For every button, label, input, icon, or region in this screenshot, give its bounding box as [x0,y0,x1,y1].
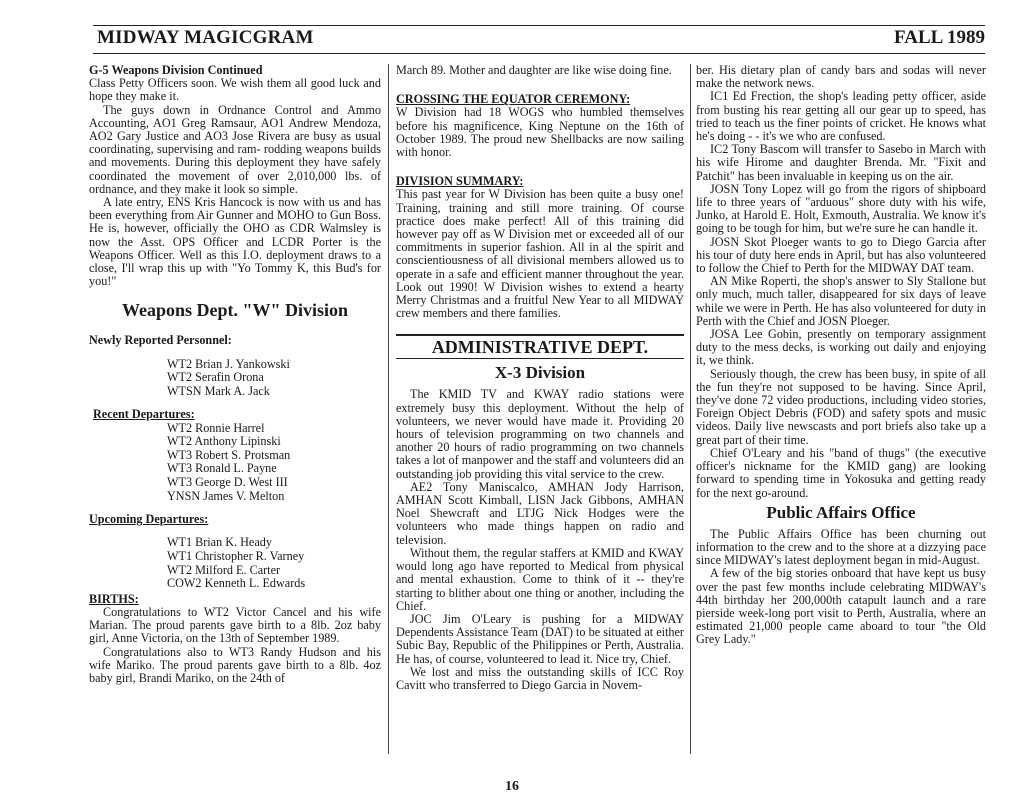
masthead [97,27,985,53]
paragraph: March 89. Mother and daughter are like wise doing fine. [396,63,672,77]
paragraph: Class Petty Officers soon. We wish them all good luck and hope they make it. [89,76,381,104]
page-number: 16 [505,779,519,794]
recent-departures-list [167,422,381,504]
list-item: YNSN James V. Melton [167,488,285,503]
paragraph: The Public Affairs Office has been churning out information to the crew and to the shore at a dizzying pace since MIDWAY's latest deployment began in mid-August. [696,526,986,568]
list-item: WT1 Brian K. Heady [167,535,272,550]
list-item: WT3 Ronald L. Payne [167,461,277,476]
paragraph: A late entry, ENS Kris Hancock is now with us and has been everything from Air Gunner and MOHO to Gun Boss. He is, however, officially the OHO as CDR Walmsley is now the Asst. OPS Officer and LCDR Porter is the Weapons Officer. Well as this I.O. deployment draws to a close, I'll wrap this up with "Yo Tommy K, this Bud's for you!" [89,195,381,289]
section-heading-g5: G-5 Weapons Division Continued [89,63,263,77]
paragraph: This past year for W Division has been quite a busy one! Training, training and still more training. Of course practice does make perfect! All of this training did however pay off as W Division met or exceeded all of our commitments in superior fashion. All in al the spirit and conscientiousness of all divisional members allowed us to operate in a safe and efficient manner throughout the year. Look out 1990! W Division wishes to extend a hearty Merry Christmas and a fruitful New Year to all MIDWAY crew members and there families. [396,187,684,321]
x3-division-heading: X-3 Division [494,363,586,383]
column-3 [696,64,986,647]
list-item: WT2 Brian J. Yankowski [167,356,290,371]
administrative-dept-heading: ADMINISTRATIVE DEPT. [396,334,684,359]
list-item: COW2 Kenneth L. Edwards [167,576,306,591]
column-divider-1 [388,64,389,754]
paragraph: Congratulations to WT2 Victor Cancel and his wife Marian. The proud parents gave birth to a 8lb. 2oz baby girl, Anne Victoria, on the 13th of September 1989. [89,604,381,646]
recent-departures-label: Recent Departures: [93,407,195,422]
paragraph: AN Mike Roperti, the shop's answer to Sly Stallone but only much, much taller, disappeared for six days of leave while we were in Perth. He has also volunteered for duty in Perth with the Chief and JOSN Ploeger. [696,274,986,328]
paragraph: IC2 Tony Bascom will transfer to Sasebo in March with his wife Hirome and daughter Brenda. Mr. "Fixit and Patchit" has been invaluable in keeping us on the air. [696,142,986,183]
paragraph: Seriously though, the crew has been busy, in spite of all the fun they're not supposed to be having. Since April, they've done 72 video productions, including video stories, Foreign Object Debris (FOD) and safety spots and music videos. Daily live newscasts and port briefs also take up a great part of their time. [696,366,986,447]
list-item: WT3 Robert S. Protsman [167,447,291,462]
issue-date: FALL 1989 [894,27,985,48]
paragraph: Chief O'Leary and his "band of thugs" (the executive officer's nickname for the KMID gang) are looking forward to spending time in Yokosuka and getting ready for the next go-around. [696,445,986,500]
column-1 [89,64,381,685]
births-label: BIRTHS: [89,591,139,606]
list-item: WT2 Anthony Lipinski [167,434,281,449]
paragraph: JOSN Tony Lopez will go from the rigors of shipboard life to three years of "arduous" shore duty with his wife, Junko, at Harold E. Holt, Exmouth, Australia. We know it's going to be tough for him, but we're sure he can handle it. [696,181,986,236]
list-item: WTSN Mark A. Jack [167,383,270,398]
public-affairs-heading: Public Affairs Office [766,502,916,522]
paragraph: ber. His dietary plan of candy bars and sodas will never make the network news. [696,63,986,91]
list-item: WT2 Ronnie Harrel [167,420,265,435]
header-top-rule [93,25,985,26]
newsletter-title: MIDWAY MAGICGRAM [97,27,314,48]
paragraph: Congratulations also to WT3 Randy Hudson and his wife Mariko. The proud parents gave birth to a 8lb. 4oz baby girl, Brandi Mariko, on the 24th of [89,644,381,685]
division-summary-label: DIVISION SUMMARY: [396,174,524,189]
weapons-dept-heading: Weapons Dept. "W" Division [121,300,349,321]
upcoming-departures-list [167,536,381,590]
column-divider-2 [690,64,691,754]
paragraph: JOC Jim O'Leary is pushing for a MIDWAY Dependents Assistance Team (DAT) to be situated at either Subic Bay, Republic of the Philippines or Perth, Australia. He has, of course, volunteered to lead it. Nice try, Chief. [396,611,684,666]
paragraph: Without them, the regular staffers at KMID and KWAY would long ago have reported to Medical from physical and mental exhaustion. Come to think of it -- they're starting to blither about one thing or another, including the Chief. [396,545,684,613]
paragraph: The guys down in Ordnance Control and Ammo Accounting, AO1 Greg Ramsaur, AO1 Andrew Mendoza, AO2 Gary Justice and AO3 Jose Rivera are busy as usual coordinating, supervising and ram- rodding weapons builds and movements. During this deployment they have safely coordinated the movement of over 2,010,000 lbs. of ordnance, and they make it look so simple. [89,102,381,196]
header-bottom-rule [93,53,985,54]
paragraph: A few of the big stories onboard that have kept us busy over the past few months include celebrating MIDWAY's 44th birthday her 200,000th catapult launch and a rare pierside week-long port visit to Perth, Australia, where an estimated 21,000 people came aboard to tour "the Old Grey Lady." [696,566,986,647]
upcoming-departures-label: Upcoming Departures: [89,512,209,527]
paragraph: IC1 Ed Frection, the shop's leading petty officer, aside from busting his rear getting all our gear up to speed, has tried to teach us the finer points of cricket. He knows what he's doing - - it's we who are confused. [696,89,986,144]
paragraph: We lost and miss the outstanding skills of ICC Roy Cavitt who transferred to Diego Garcia in Novem- [396,664,684,692]
paragraph: JOSA Lee Gobin, presently on temporary assignment duty to the mess decks, is working out daily and enjoying it, we think. [696,327,986,368]
crossing-equator-label: CROSSING THE EQUATOR CEREMONY: [396,92,631,107]
paragraph: The KMID TV and KWAY radio stations were extremely busy this deployment. Without the help of volunteers, we never would have made it. Providing 20 hours of television programming on two channels and another 20 hours of radio programming on two channels takes a lot of manpower and the staff and volunteers did an outstanding job providing this vital service to the crew. [396,387,684,481]
paragraph: W Division had 18 WOGS who humbled themselves before his magnificence, King Neptune on the 16th of October 1989. The proud new Shellbacks are now sailing with honor. [396,105,684,160]
paragraph: JOSN Skot Ploeger wants to go to Diego Garcia after his tour of duty here ends in April, but has also volunteered to follow the Chief to Perth for the MIDWAY DAT team. [696,234,986,276]
list-item: WT1 Christopher R. Varney [167,549,305,563]
list-item: WT2 Milford E. Carter [167,562,281,577]
paragraph: AE2 Tony Maniscalco, AMHAN Jody Harrison, AMHAN Scott Kimball, LISN Jack Gibbons, AMHAN Noel Shewcraft and LTJG Nick Hodges were the volunteers who made things happen on radio and television. [396,479,684,547]
list-item: WT3 George D. West III [167,475,288,490]
list-item: WT2 Serafin Orona [167,370,264,385]
newly-reported-label: Newly Reported Personnel: [89,333,232,348]
newly-reported-list [167,358,381,399]
column-2 [396,64,684,692]
